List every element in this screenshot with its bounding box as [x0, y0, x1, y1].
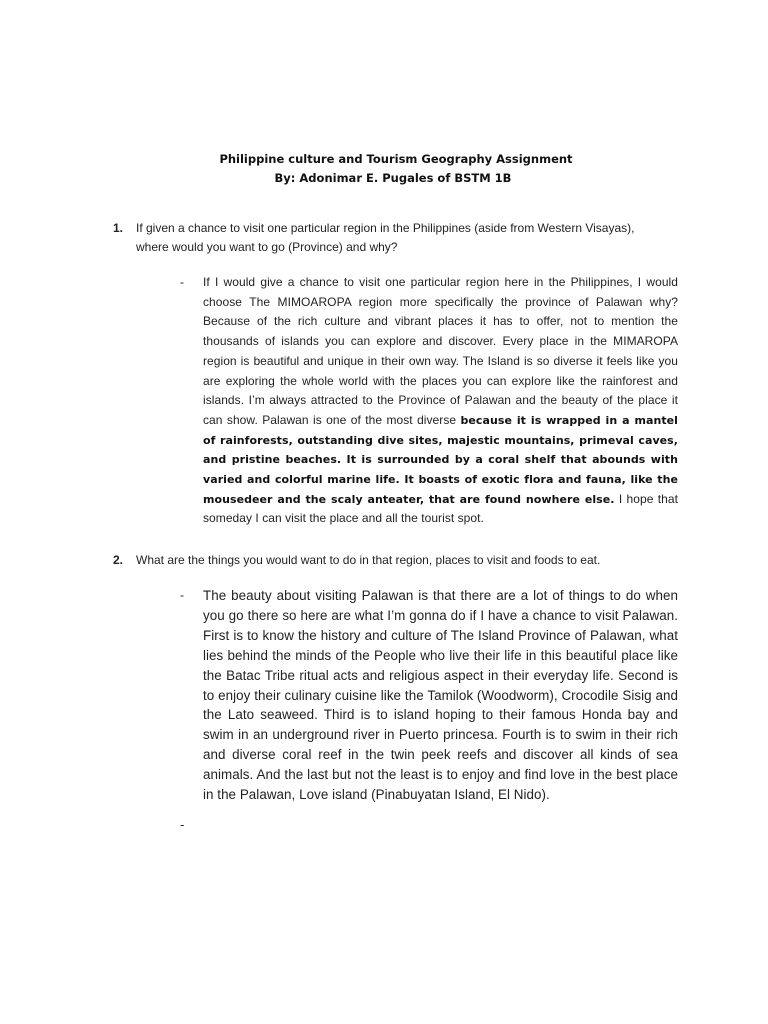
answer-text-plain: If I would give a chance to visit one particular region here in the Philippines, I would choose The MIMOAROPA region more specifically the province of Palawan why? Because of the rich culture and vibrant places it has to offer, not to mention the thousands of islands you can explore and discover. Every place in the MIMAROPA region is beautiful and unique in their own way. The Island is so diverse it feels like you are exploring the whole world with the places you can explore like the rainforest and islands. I’m always attracted to the Province of Palawan and the beauty of the place it can show. Palawan is one of the most diverse — [203, 275, 678, 427]
answer-text-bold: because it is wrapped in a mantel of rainforests, outstanding dive sites, majestic mountains, primeval caves, and pristine beaches. It is surrounded by a coral shelf that abounds with varied and colorful marine life. It boasts of exotic flora and fauna, like the mousedeer and the scaly anteater, that are found nowhere else. — [203, 413, 678, 506]
answer-text-plain-end: I hope that someday I can visit the place and all the tourist spot. — [203, 491, 678, 526]
question-number: 1. — [113, 221, 124, 235]
empty-bullet-dash: - — [180, 817, 185, 832]
title-block — [0, 150, 768, 188]
bullet-dash: - — [180, 588, 184, 602]
question-2 — [113, 551, 658, 570]
question-number: 2. — [113, 553, 124, 567]
answer-2 — [180, 586, 678, 805]
answer-1 — [180, 273, 678, 529]
bullet-dash: - — [180, 275, 184, 289]
answer-text: The beauty about visiting Palawan is that there are a lot of things to do when you go there so here are what I’m gonna do if I have a chance to visit Palawan. First is to know the history and culture of The Island Province of Palawan, what lies behind the minds of the People who live their life in this beautiful place like the Batac Tribe ritual acts and religious aspect in their everyday life. Second is to enjoy their culinary cuisine like the Tamilok (Woodworm), Crocodile Sisig and the Lato seaweed. Third is to island hoping to their famous Honda bay and swim in an underground river in Puerto princesa. Fourth is to swim in their rich and diverse coral reef in the twin peek reefs and discover all kinds of sea animals. And the last but not the least is to enjoy and find love in the best place in the Palawan, Love island (Pinabuyatan Island, El Nido). — [203, 588, 678, 803]
question-text: What are the things you would want to do in that region, places to visit and foods to eat. — [136, 553, 601, 567]
question-1 — [113, 219, 658, 257]
document-byline: By: Adonimar E. Pugales of BSTM 1B — [274, 171, 512, 185]
document-title: Philippine culture and Tourism Geography Assignment — [219, 152, 573, 166]
question-text: If given a chance to visit one particular region in the Philippines (aside from Western Visayas), where would you want to go (Province) and why? — [136, 221, 635, 254]
answer-text — [203, 273, 678, 529]
